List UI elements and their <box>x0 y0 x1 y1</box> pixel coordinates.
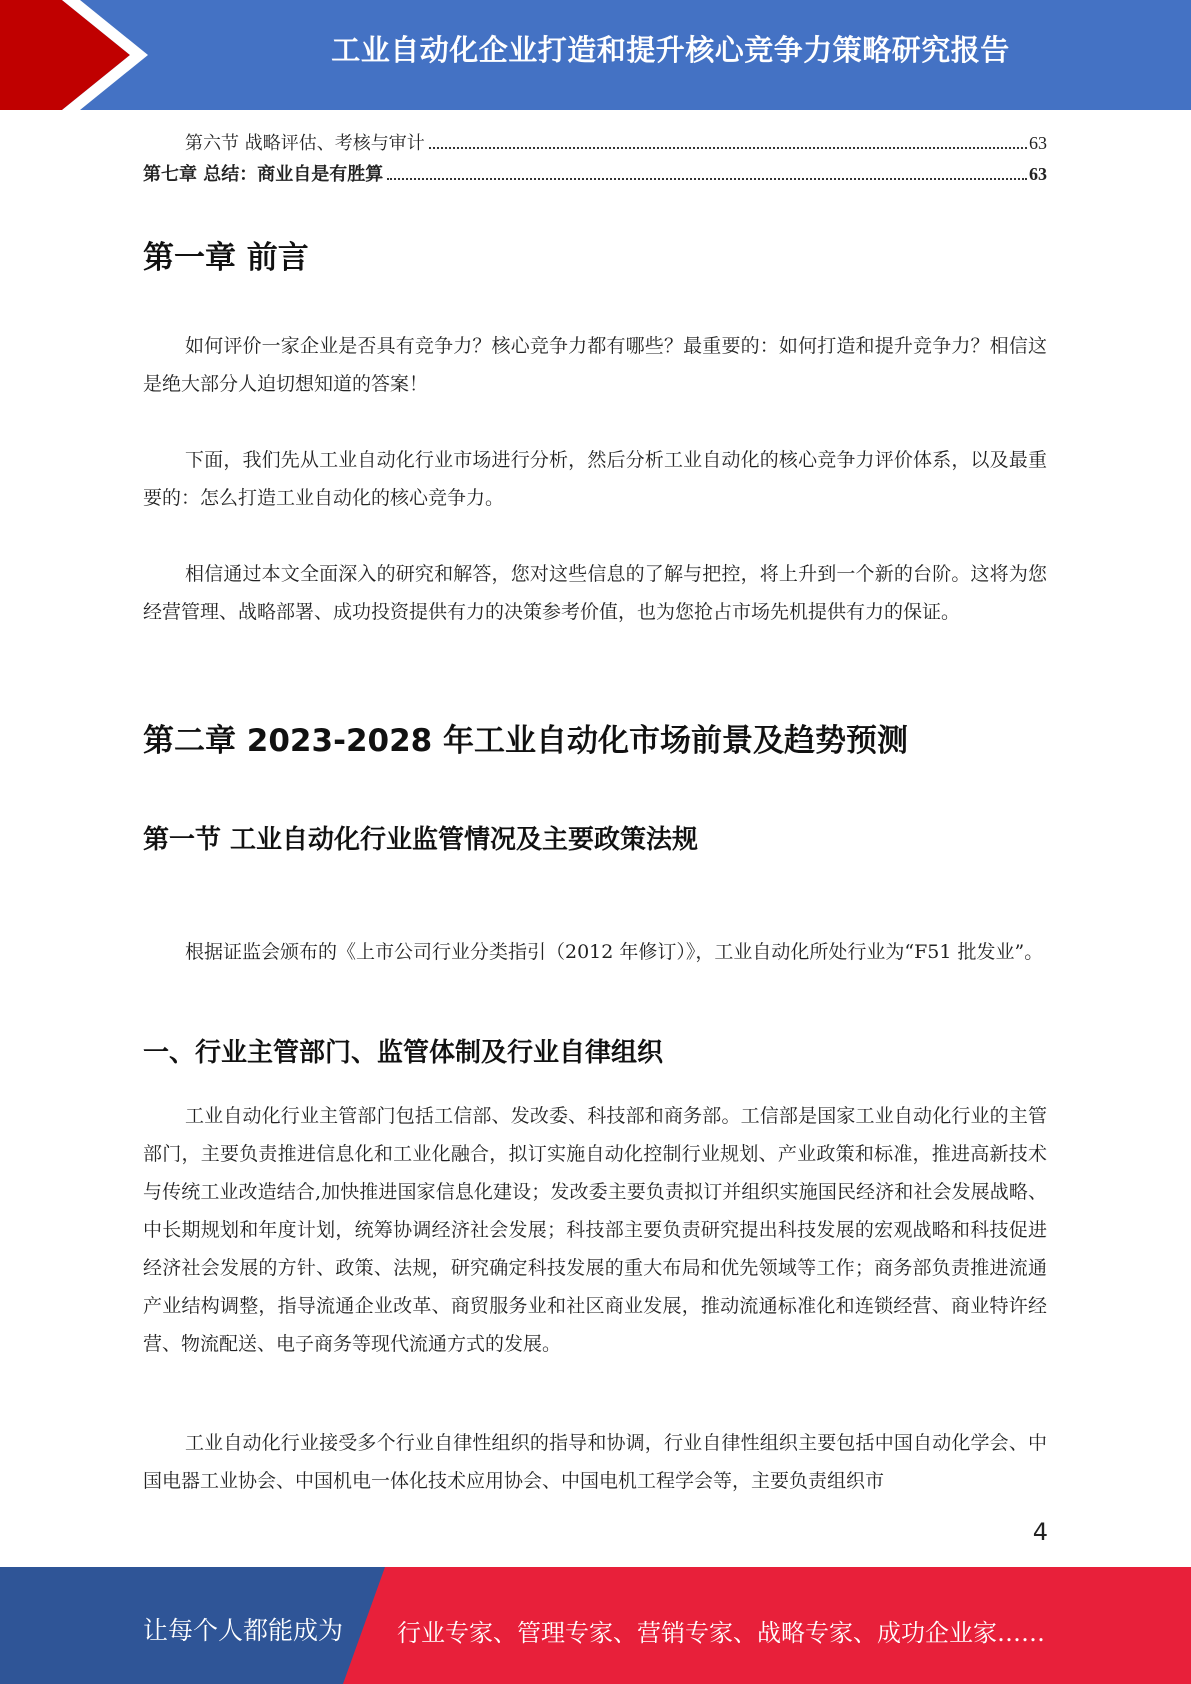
footer-slogan-left: 让每个人都能成为 <box>143 1616 344 1645</box>
toc-item-label: 第六节 战略评估、考核与审计 <box>185 133 425 154</box>
page-number: 4 <box>1032 1518 1048 1546</box>
table-of-contents <box>143 128 1047 190</box>
toc-item-page: 63 <box>1029 133 1047 153</box>
chapter-1-heading: 第一章 前言 <box>143 240 309 276</box>
report-title: 工业自动化企业打造和提升核心竞争力策略研究报告 <box>331 33 1010 67</box>
subsection-1-paragraph: 工业自动化行业主管部门包括工信部、发改委、科技部和商务部。工信部是国家工业自动化行业的主管部门，主要负责推进信息化和工业化融合，拟订实施自动化控制行业规划、产业政策和标准，推进高新技术与传统工业改造结合,加快推进国家信息化建设；发改委主要负责拟订并组织实施国民经济和社会发展战略、中长期规划和年度计划，统筹协调经济社会发展；科技部主要负责研究提出科技发展的宏观战略和科技促进经济社会发展的方针、政策、法规，研究确定科技发展的重大布局和优先领域等工作；商务部负责推进流通产业结构调整，指导流通企业改革、商贸服务业和社区商业发展，推动流通标准化和连锁经营、商业特许经营、物流配送、电子商务等现代流通方式的发展。 <box>143 1105 1047 1355</box>
chapter-1-paragraph: 相信通过本文全面深入的研究和解答，您对这些信息的了解与把控，将上升到一个新的台阶。这将为您经营管理、战略部署、成功投资提供有力的决策参考价值，也为您抢占市场先机提供有力的保证。 <box>143 563 1047 623</box>
footer-slogan-right: 行业专家、管理专家、营销专家、战略专家、成功企业家…… <box>397 1619 1045 1647</box>
chapter-1-paragraph: 下面，我们先从工业自动化行业市场进行分析，然后分析工业自动化的核心竞争力评价体系，以及最重要的：怎么打造工业自动化的核心竞争力。 <box>143 449 1047 509</box>
toc-leader-dots <box>429 146 1027 149</box>
toc-item[interactable] <box>143 128 1047 159</box>
chapter-2-heading: 第二章 2023-2028 年工业自动化市场前景及趋势预测 <box>143 723 909 759</box>
toc-item[interactable] <box>143 159 1047 190</box>
subsection-1-paragraph: 工业自动化行业接受多个行业自律性组织的指导和协调，行业自律性组织主要包括中国自动化学会、中国电器工业协会、中国机电一体化技术应用协会、中国电机工程学会等，主要负责组织市 <box>143 1432 1047 1492</box>
section-1-heading: 第一节 工业自动化行业监管情况及主要政策法规 <box>143 825 699 855</box>
toc-item-label: 第七章 总结：商业自是有胜算 <box>143 164 384 185</box>
header-banner <box>0 0 1191 110</box>
subsection-1-heading: 一、行业主管部门、监管体制及行业自律组织 <box>143 1038 664 1068</box>
section-1-intro-paragraph: 根据证监会颁布的《上市公司行业分类指引（2012 年修订）》，工业自动化所处行业为“F51 批发业”。 <box>185 941 1044 963</box>
chapter-1-paragraph: 如何评价一家企业是否具有竞争力？核心竞争力都有哪些？最重要的：如何打造和提升竞争力？相信这是绝大部分人迫切想知道的答案！ <box>143 335 1047 395</box>
toc-item-page: 63 <box>1029 164 1047 184</box>
toc-leader-dots <box>387 177 1027 180</box>
footer-banner <box>0 1567 1191 1684</box>
